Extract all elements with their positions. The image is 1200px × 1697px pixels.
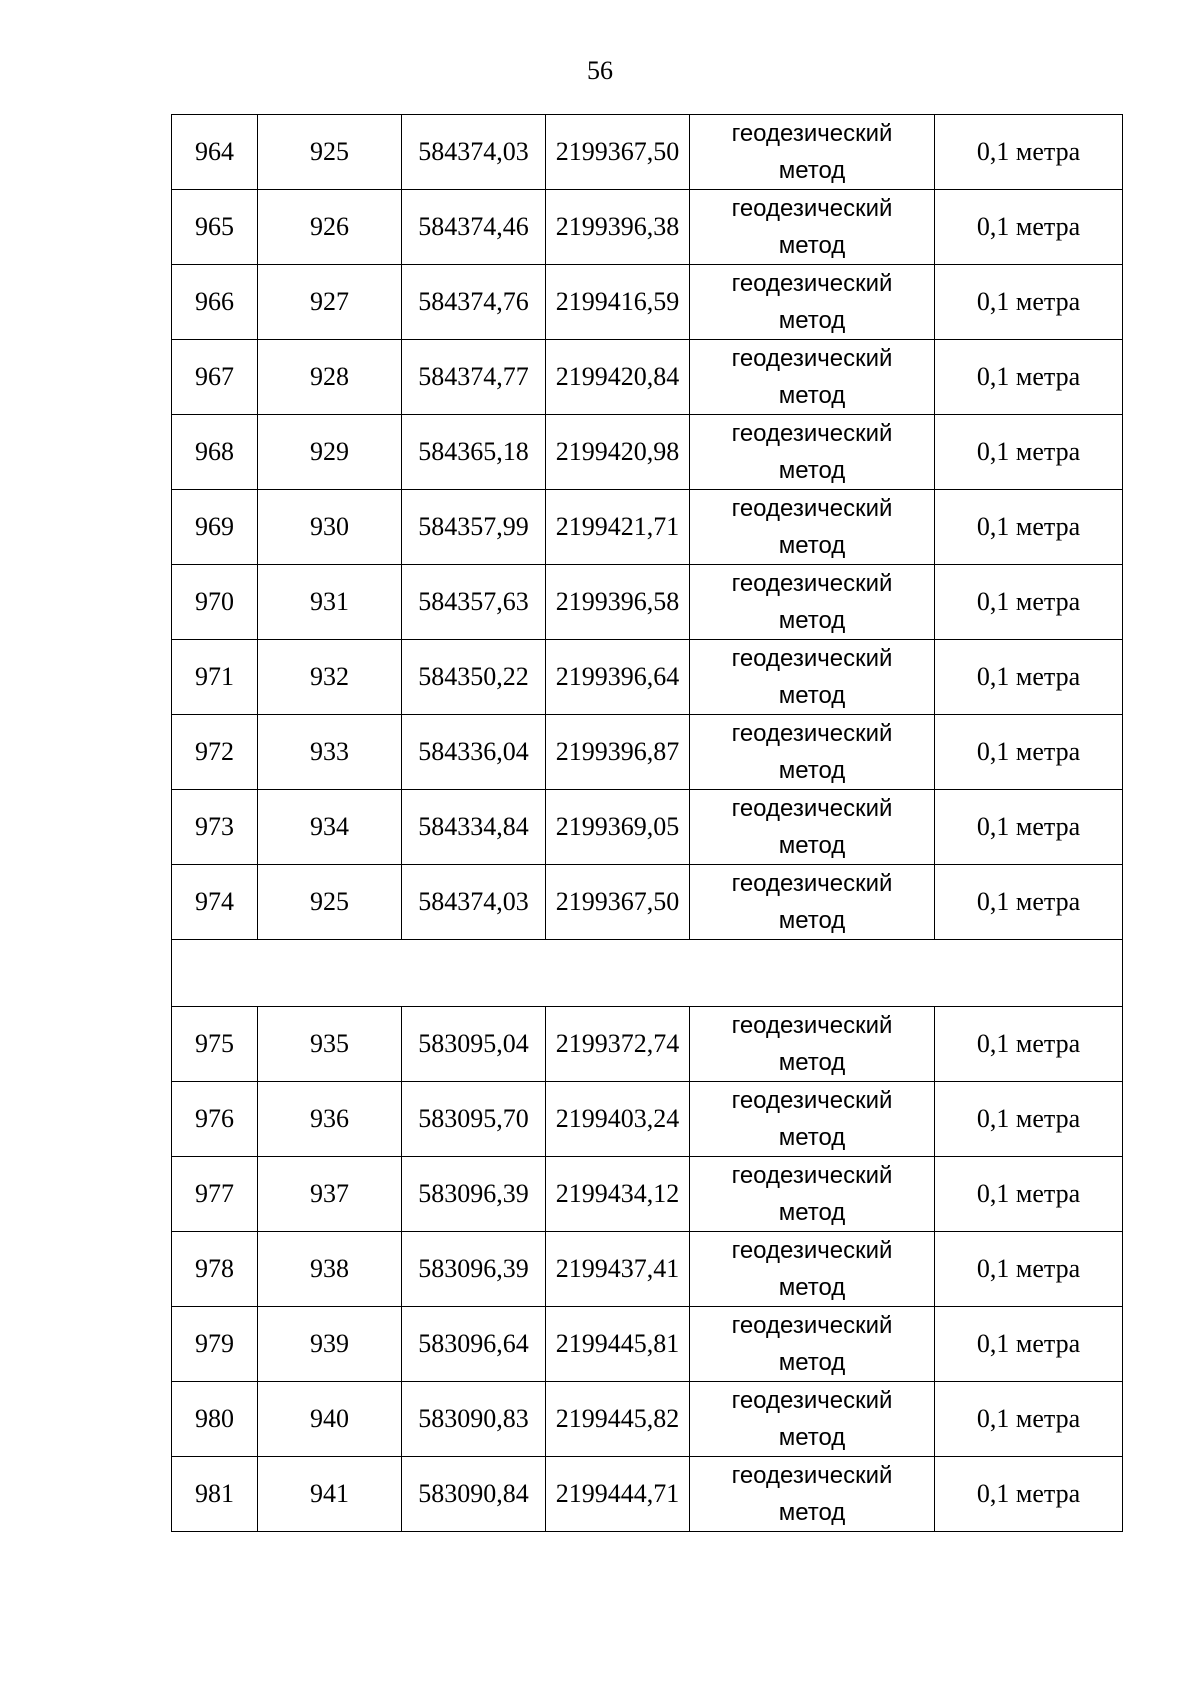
method-line-1: геодезический	[731, 1312, 893, 1339]
coordinate-x-cell: 584374,77	[402, 340, 546, 415]
method-line-1: геодезический	[731, 270, 893, 297]
accuracy-cell: 0,1 метра	[935, 1307, 1123, 1382]
method-line-2: метод	[778, 307, 846, 334]
method-cell	[690, 415, 935, 490]
method-cell	[690, 490, 935, 565]
point-number-cell: 931	[258, 565, 402, 640]
coordinate-y-cell: 2199434,12	[546, 1157, 690, 1232]
accuracy-cell: 0,1 метра	[935, 265, 1123, 340]
row-number-cell: 979	[172, 1307, 258, 1382]
coordinate-y-cell: 2199420,98	[546, 415, 690, 490]
point-number-cell: 932	[258, 640, 402, 715]
row-number-cell: 981	[172, 1457, 258, 1532]
method-line-1: геодезический	[731, 195, 893, 222]
table-row	[172, 790, 1123, 865]
accuracy-cell: 0,1 метра	[935, 1382, 1123, 1457]
table-row	[172, 1457, 1123, 1532]
coordinate-y-cell: 2199372,74	[546, 1007, 690, 1082]
table-row	[172, 1307, 1123, 1382]
row-number-cell: 977	[172, 1157, 258, 1232]
method-line-1: геодезический	[731, 570, 893, 597]
method-cell	[690, 565, 935, 640]
coordinate-x-cell: 583095,04	[402, 1007, 546, 1082]
point-number-cell: 925	[258, 865, 402, 940]
row-number-cell: 980	[172, 1382, 258, 1457]
table-row	[172, 565, 1123, 640]
point-number-cell: 935	[258, 1007, 402, 1082]
coordinate-y-cell: 2199445,81	[546, 1307, 690, 1382]
method-line-2: метод	[778, 1499, 846, 1526]
coordinate-y-cell: 2199396,38	[546, 190, 690, 265]
method-line-1: геодезический	[731, 120, 893, 147]
point-number-cell: 933	[258, 715, 402, 790]
coordinate-y-cell: 2199367,50	[546, 865, 690, 940]
point-number-cell: 937	[258, 1157, 402, 1232]
point-number-cell: 930	[258, 490, 402, 565]
method-line-1: геодезический	[731, 1387, 893, 1414]
page-number: 56	[587, 56, 613, 85]
coordinate-y-cell: 2199396,87	[546, 715, 690, 790]
table-row	[172, 490, 1123, 565]
row-number-cell: 967	[172, 340, 258, 415]
method-line-2: метод	[778, 532, 846, 559]
row-number-cell: 968	[172, 415, 258, 490]
table-row	[172, 340, 1123, 415]
table-row	[172, 640, 1123, 715]
accuracy-cell: 0,1 метра	[935, 1232, 1123, 1307]
coordinate-x-cell: 584357,99	[402, 490, 546, 565]
row-number-cell: 978	[172, 1232, 258, 1307]
method-cell	[690, 115, 935, 190]
coordinate-x-cell: 583096,39	[402, 1157, 546, 1232]
accuracy-cell: 0,1 метра	[935, 115, 1123, 190]
row-number-cell: 974	[172, 865, 258, 940]
coordinate-y-cell: 2199421,71	[546, 490, 690, 565]
row-number-cell: 976	[172, 1082, 258, 1157]
method-line-2: метод	[778, 1199, 846, 1226]
row-number-cell: 970	[172, 565, 258, 640]
method-cell	[690, 1382, 935, 1457]
method-line-1: геодезический	[731, 345, 893, 372]
row-number-cell: 966	[172, 265, 258, 340]
row-number-cell: 969	[172, 490, 258, 565]
method-cell	[690, 1457, 935, 1532]
point-number-cell: 927	[258, 265, 402, 340]
table-row	[172, 1007, 1123, 1082]
coordinate-x-cell: 584336,04	[402, 715, 546, 790]
method-line-1: геодезический	[731, 495, 893, 522]
coordinate-x-cell: 583096,39	[402, 1232, 546, 1307]
method-line-1: геодезический	[731, 1087, 893, 1114]
method-cell	[690, 865, 935, 940]
coordinate-x-cell: 584374,03	[402, 115, 546, 190]
point-number-cell: 929	[258, 415, 402, 490]
point-number-cell: 938	[258, 1232, 402, 1307]
coordinate-y-cell: 2199396,64	[546, 640, 690, 715]
coordinate-x-cell: 584374,46	[402, 190, 546, 265]
method-cell	[690, 190, 935, 265]
method-line-1: геодезический	[731, 795, 893, 822]
method-line-1: геодезический	[731, 1237, 893, 1264]
coordinate-y-cell: 2199369,05	[546, 790, 690, 865]
accuracy-cell: 0,1 метра	[935, 865, 1123, 940]
row-number-cell: 971	[172, 640, 258, 715]
coordinate-y-cell: 2199416,59	[546, 265, 690, 340]
coordinate-y-cell: 2199420,84	[546, 340, 690, 415]
point-number-cell: 934	[258, 790, 402, 865]
accuracy-cell: 0,1 метра	[935, 715, 1123, 790]
point-number-cell: 940	[258, 1382, 402, 1457]
table-row	[172, 1382, 1123, 1457]
method-line-1: геодезический	[731, 1462, 893, 1489]
method-line-2: метод	[778, 757, 846, 784]
coordinate-x-cell: 584374,76	[402, 265, 546, 340]
coordinates-table	[171, 114, 1123, 1532]
method-line-2: метод	[778, 382, 846, 409]
point-number-cell: 939	[258, 1307, 402, 1382]
accuracy-cell: 0,1 метра	[935, 790, 1123, 865]
method-line-1: геодезический	[731, 870, 893, 897]
coordinate-x-cell: 584334,84	[402, 790, 546, 865]
table-row	[172, 115, 1123, 190]
method-line-2: метод	[778, 907, 846, 934]
method-line-2: метод	[778, 1274, 846, 1301]
point-number-cell: 928	[258, 340, 402, 415]
method-line-2: метод	[778, 1424, 846, 1451]
method-line-1: геодезический	[731, 720, 893, 747]
coordinate-x-cell: 584357,63	[402, 565, 546, 640]
method-line-1: геодезический	[731, 1162, 893, 1189]
coordinate-x-cell: 584365,18	[402, 415, 546, 490]
row-number-cell: 965	[172, 190, 258, 265]
table-row	[172, 190, 1123, 265]
method-cell	[690, 1007, 935, 1082]
coordinate-y-cell: 2199396,58	[546, 565, 690, 640]
section-separator-row	[172, 940, 1123, 1007]
coordinate-x-cell: 583095,70	[402, 1082, 546, 1157]
coordinate-x-cell: 583090,84	[402, 1457, 546, 1532]
accuracy-cell: 0,1 метра	[935, 1157, 1123, 1232]
table-row	[172, 415, 1123, 490]
method-cell	[690, 715, 935, 790]
method-line-2: метод	[778, 832, 846, 859]
method-line-2: метод	[778, 157, 846, 184]
row-number-cell: 972	[172, 715, 258, 790]
method-line-2: метод	[778, 607, 846, 634]
table-row	[172, 265, 1123, 340]
point-number-cell: 925	[258, 115, 402, 190]
method-line-2: метод	[778, 232, 846, 259]
coordinate-x-cell: 584374,03	[402, 865, 546, 940]
method-line-2: метод	[778, 457, 846, 484]
coordinate-y-cell: 2199437,41	[546, 1232, 690, 1307]
coordinate-x-cell: 583096,64	[402, 1307, 546, 1382]
table-row	[172, 1232, 1123, 1307]
coordinate-y-cell: 2199445,82	[546, 1382, 690, 1457]
coordinate-y-cell: 2199444,71	[546, 1457, 690, 1532]
row-number-cell: 964	[172, 115, 258, 190]
method-line-1: геодезический	[731, 1012, 893, 1039]
method-line-2: метод	[778, 1124, 846, 1151]
accuracy-cell: 0,1 метра	[935, 415, 1123, 490]
accuracy-cell: 0,1 метра	[935, 1457, 1123, 1532]
accuracy-cell: 0,1 метра	[935, 565, 1123, 640]
accuracy-cell: 0,1 метра	[935, 640, 1123, 715]
method-line-1: геодезический	[731, 420, 893, 447]
table-row	[172, 865, 1123, 940]
method-cell	[690, 1307, 935, 1382]
table-row	[172, 1157, 1123, 1232]
method-line-2: метод	[778, 682, 846, 709]
method-cell	[690, 640, 935, 715]
row-number-cell: 975	[172, 1007, 258, 1082]
method-cell	[690, 340, 935, 415]
table-row	[172, 715, 1123, 790]
method-cell	[690, 790, 935, 865]
coordinate-x-cell: 583090,83	[402, 1382, 546, 1457]
accuracy-cell: 0,1 метра	[935, 1082, 1123, 1157]
method-line-2: метод	[778, 1049, 846, 1076]
accuracy-cell: 0,1 метра	[935, 490, 1123, 565]
method-cell	[690, 1157, 935, 1232]
point-number-cell: 926	[258, 190, 402, 265]
section-separator-cell	[172, 940, 1123, 1007]
method-line-2: метод	[778, 1349, 846, 1376]
method-cell	[690, 1232, 935, 1307]
method-cell	[690, 1082, 935, 1157]
coordinate-x-cell: 584350,22	[402, 640, 546, 715]
point-number-cell: 941	[258, 1457, 402, 1532]
table-row	[172, 1082, 1123, 1157]
accuracy-cell: 0,1 метра	[935, 190, 1123, 265]
coordinate-y-cell: 2199403,24	[546, 1082, 690, 1157]
method-cell	[690, 265, 935, 340]
accuracy-cell: 0,1 метра	[935, 1007, 1123, 1082]
coordinate-y-cell: 2199367,50	[546, 115, 690, 190]
row-number-cell: 973	[172, 790, 258, 865]
coordinates-table-body	[172, 115, 1123, 1532]
accuracy-cell: 0,1 метра	[935, 340, 1123, 415]
point-number-cell: 936	[258, 1082, 402, 1157]
method-line-1: геодезический	[731, 645, 893, 672]
